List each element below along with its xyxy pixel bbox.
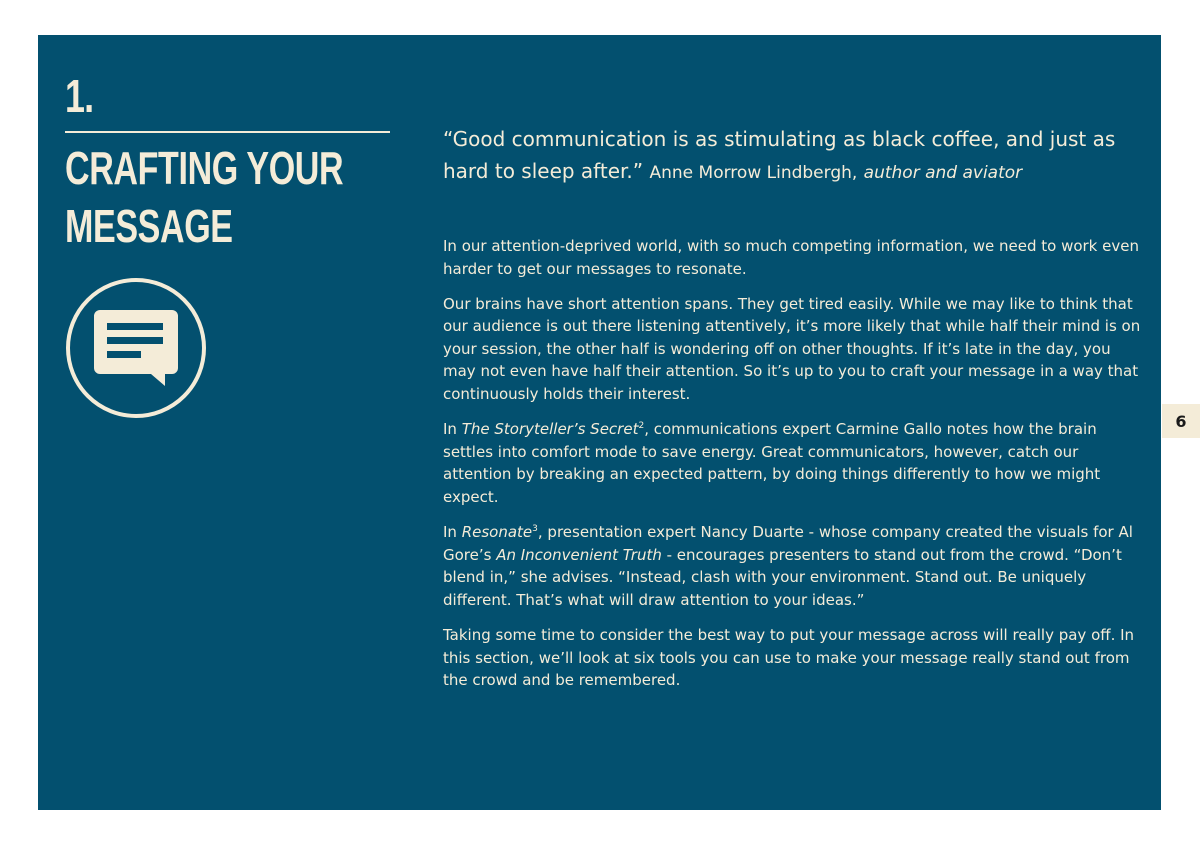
section-title: [65, 139, 361, 255]
book-title-storytellers-secret: The Storyteller’s Secret: [461, 420, 639, 439]
section-number: 1.: [65, 70, 94, 122]
quote-author-role: author and aviator: [863, 163, 1023, 183]
page-number-tab: 6: [1162, 404, 1200, 438]
section-title-line-2: MESSAGE: [65, 200, 233, 252]
paragraph-4-prefix: In: [443, 523, 462, 542]
paragraph-4-text-end: - encourages presenters to stand out from the crowd. “Don’t blend in,” she advises. “Instead, clash with your environment. Stand out. Be uniquely different. That’s what will draw attention to your ideas.”: [443, 545, 1122, 609]
book-title-resonate: Resonate: [461, 523, 533, 542]
quote-text: “Good communication is as stimulating as black coffee, and just as hard to sleep after.”: [443, 127, 1116, 183]
quote-author: Anne Morrow Lindbergh,: [649, 163, 858, 183]
title-divider: [65, 131, 390, 133]
paragraph-4: [443, 521, 1143, 611]
pull-quote: [443, 123, 1143, 189]
paragraph-3-text: , communications expert Carmine Gallo notes how the brain settles into comfort mode to save energy. Great communicators, however, catch our attention by breaking an expected pattern, by doing things differently to how we might expect.: [443, 420, 1101, 506]
section-title-line-1: CRAFTING YOUR: [65, 142, 344, 194]
paragraph-2: Our brains have short attention spans. They get tired easily. While we may like to think that our audience is out there listening attentively, it’s more likely that while half their mind is on your session, the other half is wondering off on other thoughts. If it’s late in the day, you may not even have half their attention. So it’s up to you to craft your message in a way that continuously holds their interest.: [443, 294, 1141, 404]
paragraph-3: [443, 418, 1143, 508]
film-title: An Inconvenient Truth: [496, 545, 662, 564]
paragraph-1: In our attention-deprived world, with so much competing information, we need to work even harder to get our messages to resonate.: [443, 237, 1139, 278]
content-panel: [38, 35, 1161, 810]
paragraph-4-text: , presentation expert Nancy Duarte - whose company created the visuals for Al Gore’s: [443, 523, 1133, 564]
paragraph-3-prefix: In: [443, 420, 462, 439]
speech-bubble-icon: [65, 277, 207, 419]
footnote-ref-2: 2: [638, 421, 645, 432]
footnote-ref-3: 3: [532, 524, 538, 535]
paragraph-5: Taking some time to consider the best way to put your message across will really pay off. In this section, we’ll look at six tools you can use to make your message really stand out from the crowd and be remembered.: [443, 625, 1135, 690]
body-text: [443, 235, 1143, 704]
